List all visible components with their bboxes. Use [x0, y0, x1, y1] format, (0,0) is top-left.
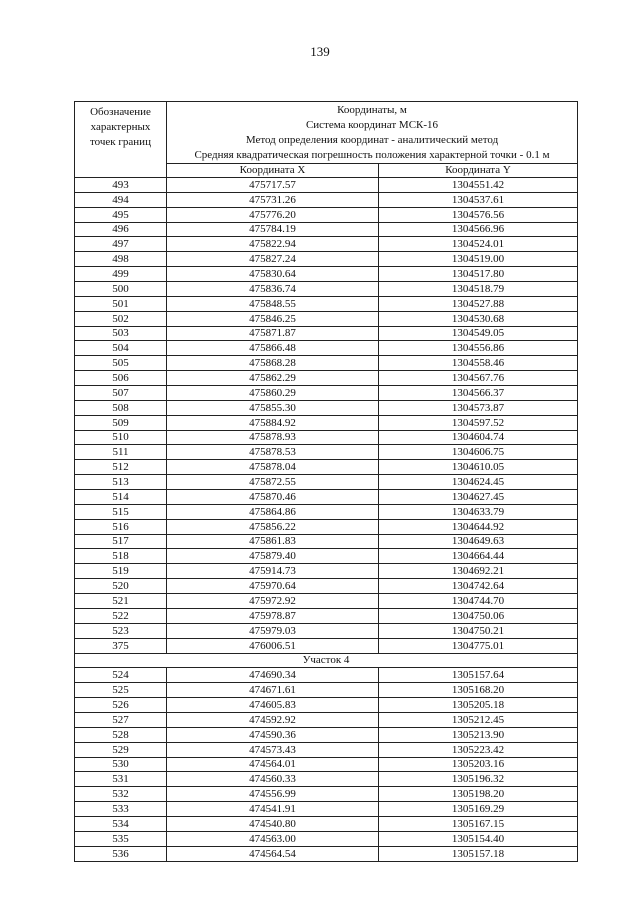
coordinate-y-cell: 1304775.01: [379, 638, 578, 653]
table-row: [75, 267, 578, 282]
table-row: [75, 207, 578, 222]
coordinate-x-cell: 475914.73: [167, 564, 379, 579]
table-header-row: [75, 102, 578, 164]
point-id-cell: 512: [75, 460, 167, 475]
point-id-cell: 504: [75, 341, 167, 356]
section-label: Участок 4: [75, 653, 578, 668]
coordinate-y-cell: 1305168.20: [379, 683, 578, 698]
coordinates-header: [167, 102, 578, 164]
table-row: [75, 846, 578, 861]
coordinate-x-cell: 475830.64: [167, 267, 379, 282]
table-row: [75, 504, 578, 519]
coordinate-y-cell: 1304567.76: [379, 371, 578, 386]
coordinate-x-cell: 475871.87: [167, 326, 379, 341]
table-row: [75, 490, 578, 505]
coordinate-y-cell: 1304610.05: [379, 460, 578, 475]
coordinate-x-cell: 475848.55: [167, 296, 379, 311]
coordinate-y-cell: 1305169.29: [379, 802, 578, 817]
coordinate-x-cell: 475862.29: [167, 371, 379, 386]
coordinate-y-cell: 1305213.90: [379, 727, 578, 742]
point-id-cell: 510: [75, 430, 167, 445]
table-row: [75, 564, 578, 579]
point-id-cell: 494: [75, 192, 167, 207]
table-row: [75, 683, 578, 698]
coordinate-x-cell: 474540.80: [167, 816, 379, 831]
coordinate-x-cell: 474560.33: [167, 772, 379, 787]
point-id-cell: 493: [75, 178, 167, 193]
coordinate-y-cell: 1305167.15: [379, 816, 578, 831]
coordinate-x-cell: 475970.64: [167, 579, 379, 594]
table-row: [75, 549, 578, 564]
table-row: [75, 668, 578, 683]
point-id-cell: 523: [75, 623, 167, 638]
table-body-part-2: [75, 668, 578, 861]
coordinate-y-cell: 1304517.80: [379, 267, 578, 282]
determination-method: Метод определения координат - аналитический метод: [245, 134, 499, 146]
coordinate-x-cell: 475717.57: [167, 178, 379, 193]
coordinate-x-cell: 475836.74: [167, 282, 379, 297]
coordinate-y-cell: 1304566.96: [379, 222, 578, 237]
coordinate-x-cell: 475878.93: [167, 430, 379, 445]
coordinate-x-cell: 474563.00: [167, 831, 379, 846]
coordinate-y-cell: 1304649.63: [379, 534, 578, 549]
point-id-cell: 532: [75, 787, 167, 802]
point-id-cell: 509: [75, 415, 167, 430]
coordinate-x-cell: 475870.46: [167, 490, 379, 505]
point-id-cell: 534: [75, 816, 167, 831]
coordinate-y-cell: 1304556.86: [379, 341, 578, 356]
table-row: [75, 430, 578, 445]
table-row: [75, 475, 578, 490]
point-id-cell: 518: [75, 549, 167, 564]
coordinate-x-cell: 475822.94: [167, 237, 379, 252]
coordinate-x-cell: 475731.26: [167, 192, 379, 207]
coordinate-x-cell: 474605.83: [167, 698, 379, 713]
coordinate-y-cell: 1304644.92: [379, 519, 578, 534]
coordinate-y-cell: 1304527.88: [379, 296, 578, 311]
table-row: [75, 192, 578, 207]
table-row: [75, 178, 578, 193]
table-row: [75, 594, 578, 609]
point-id-cell: 525: [75, 683, 167, 698]
point-id-cell: 529: [75, 742, 167, 757]
coordinate-y-cell: 1304692.21: [379, 564, 578, 579]
coordinate-y-cell: 1305205.18: [379, 698, 578, 713]
point-id-cell: 507: [75, 386, 167, 401]
point-id-cell: 521: [75, 594, 167, 609]
coordinate-y-cell: 1305198.20: [379, 787, 578, 802]
coordinate-y-cell: 1304633.79: [379, 504, 578, 519]
point-id-cell: 526: [75, 698, 167, 713]
coordinate-x-cell: 475860.29: [167, 386, 379, 401]
point-id-cell: 502: [75, 311, 167, 326]
coordinate-y-cell: 1304742.64: [379, 579, 578, 594]
coordinate-y-cell: 1304566.37: [379, 386, 578, 401]
table-body-part-1: [75, 178, 578, 654]
table-row: [75, 326, 578, 341]
coordinate-y-cell: 1304518.79: [379, 282, 578, 297]
table-row: [75, 698, 578, 713]
coordinate-x-cell: 475872.55: [167, 475, 379, 490]
table-row: [75, 579, 578, 594]
coordinate-y-cell: 1304627.45: [379, 490, 578, 505]
coordinate-x-cell: 475972.92: [167, 594, 379, 609]
table-row: [75, 445, 578, 460]
coordinate-x-cell: 474590.36: [167, 727, 379, 742]
coordinate-x-cell: 476006.51: [167, 638, 379, 653]
point-id-cell: 501: [75, 296, 167, 311]
point-id-cell: 528: [75, 727, 167, 742]
page-number: 139: [310, 44, 330, 59]
coordinates-table: [74, 101, 578, 862]
table-row: [75, 742, 578, 757]
coordinate-y-cell: 1305196.32: [379, 772, 578, 787]
coordinate-x-cell: 474690.34: [167, 668, 379, 683]
coordinate-y-cell: 1304624.45: [379, 475, 578, 490]
coordinate-x-cell: 475846.25: [167, 311, 379, 326]
point-id-cell: 531: [75, 772, 167, 787]
point-id-cell: 495: [75, 207, 167, 222]
point-id-cell: 516: [75, 519, 167, 534]
coordinate-x-cell: 475878.53: [167, 445, 379, 460]
coordinate-x-cell: 475855.30: [167, 400, 379, 415]
coordinate-y-cell: 1305157.18: [379, 846, 578, 861]
point-id-cell: 519: [75, 564, 167, 579]
table-row: [75, 252, 578, 267]
coordinate-y-cell: 1304750.06: [379, 608, 578, 623]
coordinate-y-cell: 1304558.46: [379, 356, 578, 371]
column-y-header: Координата Y: [379, 164, 578, 178]
coordinate-x-cell: 475866.48: [167, 341, 379, 356]
coordinate-x-cell: 475879.40: [167, 549, 379, 564]
section-divider: [75, 653, 578, 668]
point-id-cell: 515: [75, 504, 167, 519]
table-row: [75, 296, 578, 311]
table-row: [75, 638, 578, 653]
designation-header: Обозначение характерных точек границ: [75, 102, 167, 178]
coordinate-x-cell: 475784.19: [167, 222, 379, 237]
point-id-cell: 498: [75, 252, 167, 267]
coordinate-y-cell: 1304604.74: [379, 430, 578, 445]
table-row: [75, 311, 578, 326]
table-row: [75, 519, 578, 534]
point-id-cell: 496: [75, 222, 167, 237]
coordinate-system: Система координат МСК-16: [305, 119, 439, 131]
point-id-cell: 508: [75, 400, 167, 415]
column-x-header: Координата X: [167, 164, 379, 178]
coordinate-x-cell: 475861.83: [167, 534, 379, 549]
coordinate-y-cell: 1305154.40: [379, 831, 578, 846]
table-row: [75, 623, 578, 638]
coordinate-x-cell: 475856.22: [167, 519, 379, 534]
point-id-cell: 530: [75, 757, 167, 772]
coordinate-x-cell: 474573.43: [167, 742, 379, 757]
coordinate-y-cell: 1304519.00: [379, 252, 578, 267]
coordinate-x-cell: 474556.99: [167, 787, 379, 802]
coordinate-x-cell: 474671.61: [167, 683, 379, 698]
coords-title: Координаты, м: [337, 104, 407, 116]
point-id-cell: 536: [75, 846, 167, 861]
table-row: [75, 415, 578, 430]
table-row: [75, 712, 578, 727]
coordinate-x-cell: 475864.86: [167, 504, 379, 519]
coordinate-x-cell: 475776.20: [167, 207, 379, 222]
table-row: [75, 802, 578, 817]
point-id-cell: 505: [75, 356, 167, 371]
table-row: [75, 222, 578, 237]
coordinate-y-cell: 1304524.01: [379, 237, 578, 252]
coordinate-x-cell: 475868.28: [167, 356, 379, 371]
coordinate-y-cell: 1304576.56: [379, 207, 578, 222]
coordinate-x-cell: 474564.54: [167, 846, 379, 861]
point-id-cell: 503: [75, 326, 167, 341]
coordinate-x-cell: 475978.87: [167, 608, 379, 623]
table-row: [75, 757, 578, 772]
point-id-cell: 500: [75, 282, 167, 297]
table-row: [75, 816, 578, 831]
table-row: [75, 282, 578, 297]
coordinate-y-cell: 1304551.42: [379, 178, 578, 193]
point-id-cell: 524: [75, 668, 167, 683]
point-id-cell: 520: [75, 579, 167, 594]
coordinate-y-cell: 1304530.68: [379, 311, 578, 326]
coordinate-y-cell: 1305212.45: [379, 712, 578, 727]
coordinate-x-cell: 475878.04: [167, 460, 379, 475]
table-row: [75, 341, 578, 356]
point-id-cell: 513: [75, 475, 167, 490]
coordinate-x-cell: 474541.91: [167, 802, 379, 817]
table-row: [75, 371, 578, 386]
point-id-cell: 527: [75, 712, 167, 727]
coordinate-y-cell: 1304597.52: [379, 415, 578, 430]
point-id-cell: 511: [75, 445, 167, 460]
table-row: [75, 831, 578, 846]
table-row: [75, 727, 578, 742]
table-row: [75, 386, 578, 401]
table-row: [75, 237, 578, 252]
point-id-cell: 517: [75, 534, 167, 549]
table-row: [75, 460, 578, 475]
point-id-cell: 533: [75, 802, 167, 817]
coordinate-x-cell: 474564.01: [167, 757, 379, 772]
coordinate-y-cell: 1304549.05: [379, 326, 578, 341]
coordinate-y-cell: 1305157.64: [379, 668, 578, 683]
table-row: [75, 608, 578, 623]
accuracy-note: Средняя квадратическая погрешность положения характерной точки - 0.1 м: [194, 149, 550, 161]
coordinate-y-cell: 1305223.42: [379, 742, 578, 757]
point-id-cell: 499: [75, 267, 167, 282]
coordinate-x-cell: 475979.03: [167, 623, 379, 638]
point-id-cell: 375: [75, 638, 167, 653]
coordinate-y-cell: 1304537.61: [379, 192, 578, 207]
point-id-cell: 535: [75, 831, 167, 846]
point-id-cell: 514: [75, 490, 167, 505]
coordinate-x-cell: 475884.92: [167, 415, 379, 430]
coordinate-x-cell: 474592.92: [167, 712, 379, 727]
table-row: [75, 772, 578, 787]
table-row: [75, 787, 578, 802]
coordinate-y-cell: 1304606.75: [379, 445, 578, 460]
table-row: [75, 400, 578, 415]
table-row: [75, 534, 578, 549]
coordinate-y-cell: 1304664.44: [379, 549, 578, 564]
coordinate-y-cell: 1304750.21: [379, 623, 578, 638]
coordinate-y-cell: 1304573.87: [379, 400, 578, 415]
coordinate-x-cell: 475827.24: [167, 252, 379, 267]
point-id-cell: 506: [75, 371, 167, 386]
point-id-cell: 522: [75, 608, 167, 623]
section-row: [75, 653, 578, 668]
table-row: [75, 356, 578, 371]
coordinate-y-cell: 1305203.16: [379, 757, 578, 772]
coordinate-y-cell: 1304744.70: [379, 594, 578, 609]
point-id-cell: 497: [75, 237, 167, 252]
